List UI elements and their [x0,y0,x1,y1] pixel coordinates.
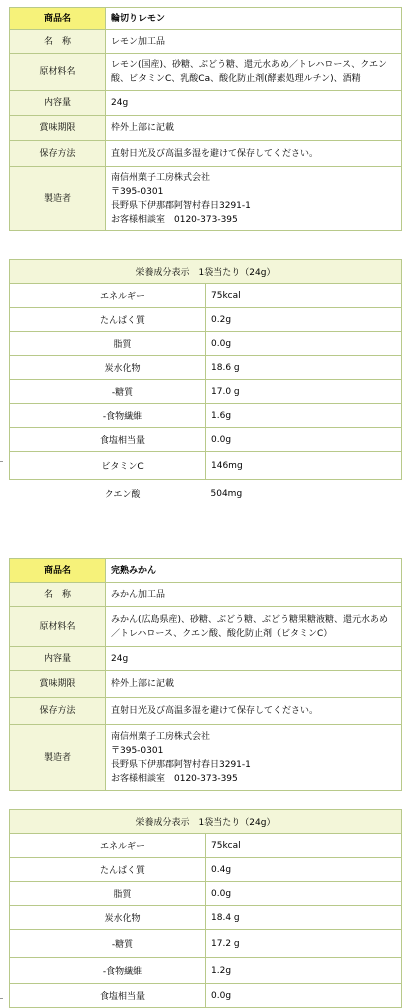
nutrition-row [10,858,402,882]
manufacturer-contact: お客様相談室 0120-373-395 [111,214,238,225]
info-row-best-before [10,671,402,698]
nutrition-value: 0.0g [206,428,402,452]
info-row-storage [10,141,402,167]
info-label: 内容量 [10,91,106,116]
manufacturer-postal: 〒395-0301 [111,186,164,197]
nutrition-row [10,834,402,858]
nutrition-row [10,958,402,984]
nutrition-value: 0.0g [206,984,402,1008]
info-row-product-name [10,8,402,30]
info-label: 商品名 [10,559,106,583]
nutrition-row [10,882,402,906]
nutrition-row [10,984,402,1008]
manufacturer-address: 長野県下伊那郡阿智村春日3291-1 [111,759,251,770]
product-info-table-lemon [9,7,402,231]
info-value-manufacturer [106,167,402,231]
nutrition-label: -食物繊維 [10,958,206,984]
margin-tick-mark [0,998,3,999]
nutrition-header: 栄養成分表示 1袋当たり（24g） [10,810,402,834]
info-value: 直射日光及び高温多湿を避けて保存してください。 [106,698,402,725]
info-row-best-before [10,116,402,141]
nutrition-value: 0.4g [206,858,402,882]
info-row-product-name [10,559,402,583]
nutrition-value: 17.0 g [206,380,402,404]
info-value: レモン加工品 [106,30,402,54]
info-value: レモン(国産)、砂糖、ぶどう糖、還元水あめ／トレハロース、クエン酸、ビタミンC、乳酸Ca、酸化防止剤(酵素処理ルチン)、酒精 [106,54,402,91]
nutrition-value: 1.2g [206,958,402,984]
info-label: 名 称 [10,583,106,607]
nutrition-label: エネルギー [10,834,206,858]
info-value: みかん加工品 [106,583,402,607]
manufacturer-company: 南信州菓子工房株式会社 [111,172,211,183]
nutrition-row [10,930,402,958]
nutrition-label: ビタミンC [10,452,206,480]
nutrition-label: 脂質 [10,882,206,906]
nutrition-row [10,480,402,508]
nutrition-table-mikan [9,809,402,1008]
nutrition-row [10,380,402,404]
nutrition-label: たんぱく質 [10,308,206,332]
nutrition-value: 146mg [206,452,402,480]
nutrition-label: 炭水化物 [10,906,206,930]
nutrition-row [10,404,402,428]
manufacturer-address: 長野県下伊那郡阿智村春日3291-1 [111,200,251,211]
info-label: 製造者 [10,167,106,231]
info-value: 枠外上部に記載 [106,116,402,141]
nutrition-value: 18.6 g [206,356,402,380]
info-label: 原材料名 [10,607,106,647]
nutrition-header-row [10,260,402,284]
manufacturer-postal: 〒395-0301 [111,745,164,756]
info-label: 原材料名 [10,54,106,91]
nutrition-label: エネルギー [10,284,206,308]
nutrition-label: -糖質 [10,930,206,958]
info-row-manufacturer [10,725,402,791]
nutrition-row [10,452,402,480]
nutrition-value: 75kcal [206,834,402,858]
info-value: 24g [106,647,402,671]
info-value: みかん(広島県産)、砂糖、ぶどう糖、ぶどう糖果糖液糖、還元水あめ／トレハロース、クエン酸、酸化防止剤（ビタミンC） [106,607,402,647]
info-label: 商品名 [10,8,106,30]
nutrition-label: 炭水化物 [10,356,206,380]
info-value: 直射日光及び高温多湿を避けて保存してください。 [106,141,402,167]
nutrition-label: 食塩相当量 [10,428,206,452]
manufacturer-company: 南信州菓子工房株式会社 [111,731,211,742]
nutrition-value: 0.0g [206,332,402,356]
info-row-manufacturer [10,167,402,231]
manufacturer-contact: お客様相談室 0120-373-395 [111,773,238,784]
info-label: 保存方法 [10,698,106,725]
info-label: 製造者 [10,725,106,791]
nutrition-row [10,332,402,356]
nutrition-value: 0.0g [206,882,402,906]
nutrition-row [10,356,402,380]
info-row-name [10,583,402,607]
info-row-content-amount [10,647,402,671]
nutrition-header: 栄養成分表示 1袋当たり（24g） [10,260,402,284]
info-label: 賞味期限 [10,116,106,141]
nutrition-table-lemon [9,259,402,508]
info-row-ingredients [10,54,402,91]
nutrition-label: 食塩相当量 [10,984,206,1008]
info-value: 完熟みかん [106,559,402,583]
nutrition-label: クエン酸 [104,490,141,501]
nutrition-label: -食物繊維 [10,404,206,428]
margin-tick-mark [0,461,3,462]
nutrition-value: 504mg [206,480,402,508]
info-value-manufacturer [106,725,402,791]
product-info-table-mikan [9,558,402,791]
nutrition-header-row [10,810,402,834]
nutrition-row [10,284,402,308]
nutrition-value: 1.6g [206,404,402,428]
info-value: 枠外上部に記載 [106,671,402,698]
info-label: 保存方法 [10,141,106,167]
info-row-ingredients [10,607,402,647]
info-label: 賞味期限 [10,671,106,698]
info-row-storage [10,698,402,725]
nutrition-value: 18.4 g [206,906,402,930]
info-row-name [10,30,402,54]
info-label: 名 称 [10,30,106,54]
nutrition-value: 75kcal [206,284,402,308]
nutrition-label: -糖質 [10,380,206,404]
info-row-content-amount [10,91,402,116]
nutrition-value: 17.2 g [206,930,402,958]
info-value: 輪切りレモン [106,8,402,30]
nutrition-label: たんぱく質 [10,858,206,882]
info-label: 内容量 [10,647,106,671]
nutrition-value: 0.2g [206,308,402,332]
info-value: 24g [106,91,402,116]
nutrition-row [10,308,402,332]
nutrition-row [10,906,402,930]
nutrition-row [10,428,402,452]
nutrition-label: 脂質 [10,332,206,356]
